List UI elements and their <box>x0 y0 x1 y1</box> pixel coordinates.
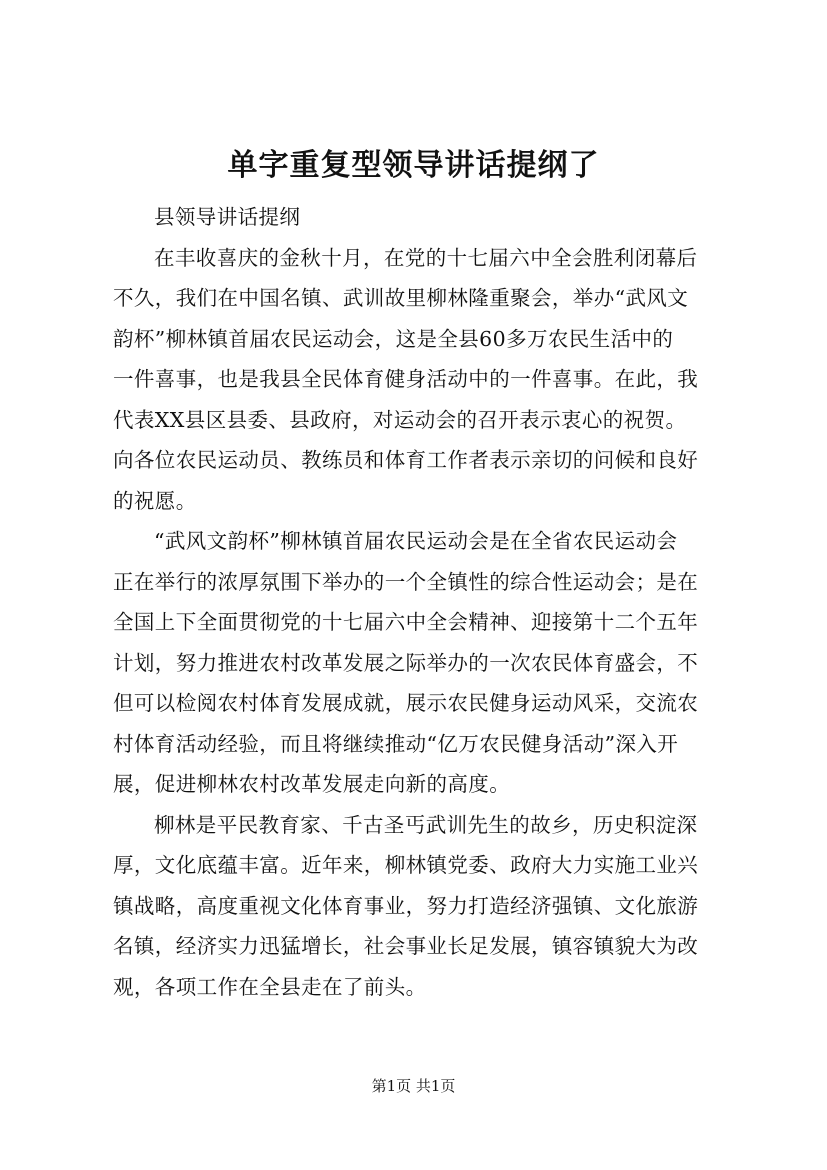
paragraph-line: 正在举行的浓厚氛围下举办的一个全镇性的综合性运动会；是在 <box>113 569 699 594</box>
paragraph-line: 柳林是平民教育家、千古圣丐武训先生的故乡，历史积淀深 <box>154 812 698 837</box>
paragraph-line: 名镇，经济实力迅猛增长，社会事业长足发展，镇容镇貌大为改 <box>113 934 699 958</box>
paragraph-line: 不久，我们在中国名镇、武训故里柳林隆重聚会，举办“武风文 <box>113 286 689 310</box>
paragraph-line: 观，各项工作在全县走在了前头。 <box>113 974 427 999</box>
document-body <box>113 197 725 1007</box>
paragraph-line: 计划，努力推进农村改革发展之际举办的一次农民体育盛会，不 <box>113 650 699 675</box>
section-heading: 县领导讲话提纲 <box>154 205 301 229</box>
document-title: 单字重复型领导讲话提纲了 <box>227 148 600 183</box>
page-footer: 第1页 共1页 <box>371 1077 456 1095</box>
paragraph-line: 镇战略，高度重视文化体育事业，努力打造经济强镇、文化旅游 <box>113 893 699 918</box>
paragraph-line: 一件喜事，也是我县全民体育健身活动中的一件喜事。在此，我 <box>113 367 699 391</box>
paragraph-line: 但可以检阅农村体育发展成就，展示农民健身运动风采，交流农 <box>113 691 699 715</box>
paragraph-line: 全国上下全面贯彻党的十七届六中全会精神、迎接第十二个五年 <box>113 610 699 634</box>
paragraph-line: 在丰收喜庆的金秋十月，在党的十七届六中全会胜利闭幕后 <box>154 245 698 270</box>
paragraph-line: 韵杯”柳林镇首届农民运动会，这是全县60多万农民生活中的 <box>113 326 674 351</box>
paragraph-line: 展，促进柳林农村改革发展走向新的高度。 <box>113 772 511 796</box>
paragraph-line: 的祝愿。 <box>113 488 197 513</box>
paragraph-line: 向各位农民运动员、教练员和体育工作者表示亲切的问候和良好 <box>113 448 699 472</box>
paragraph-line: 代表XX县区县委、县政府，对运动会的召开表示衷心的祝贺。 <box>113 407 687 432</box>
paragraph-line: 村体育活动经验，而且将继续推动“亿万农民健身活动”深入开 <box>113 731 679 756</box>
paragraph-line: 厚，文化底蕴丰富。近年来，柳林镇党委、政府大力实施工业兴 <box>113 853 699 877</box>
paragraph-line: “武风文韵杯”柳林镇首届农民运动会是在全省农民运动会 <box>154 529 678 553</box>
